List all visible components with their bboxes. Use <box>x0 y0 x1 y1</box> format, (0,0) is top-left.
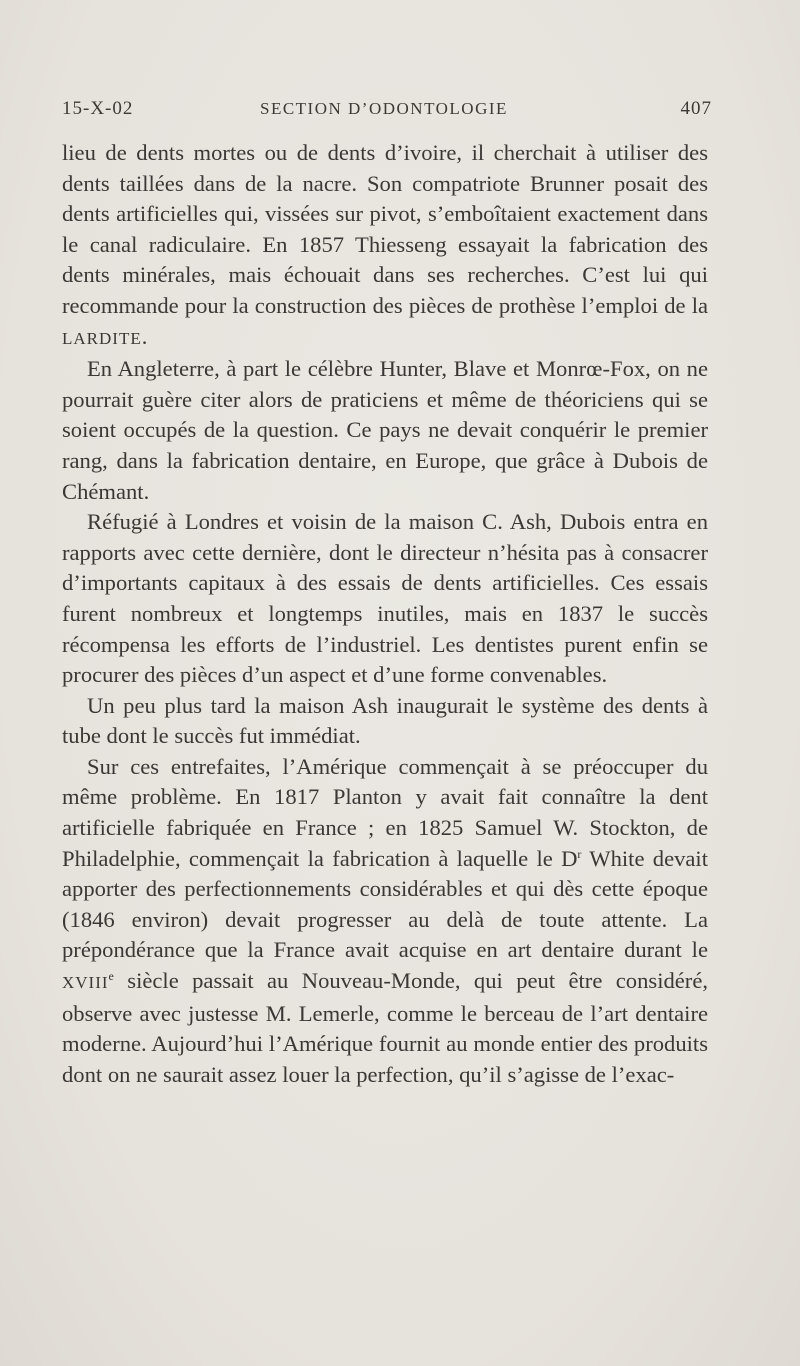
paragraph-4: Un peu plus tard la maison Ash inaugurait le système des dents à tube dont le succès fut immédiat. <box>62 692 708 749</box>
paragraph-5-text-c: siècle passait au Nouveau-Monde, qui peut être considéré, observe avec justesse M. Lemerle, comme le berceau de l’art dentaire moderne. Aujourd’hui l’Amérique fournit au monde entier des produits dont on ne saurait assez louer la perfection, qu’il s’agisse de l’exac- <box>62 968 708 1087</box>
paragraph-5-text-b: White devait apporter des perfectionnements considérables et qui dès cette époque (1846 environ) devait progresser au delà de toute attente. La prépondérance que la France avait acquise en art dentaire durant le <box>62 845 708 963</box>
running-header <box>62 98 712 128</box>
paragraph-1 <box>62 138 708 354</box>
header-date: 15-X-02 <box>62 98 134 119</box>
small-caps-lardite: LARDITE <box>62 328 142 348</box>
superscript-e: e <box>108 969 114 984</box>
paragraph-2: En Angleterre, à part le célèbre Hunter, Blave et Monrœ-Fox, on ne pourrait guère citer alors de praticiens et même de théoriciens qui se soient occupés de la question. Ce pays ne devait conquérir le premier rang, dans la fabrication dentaire, en Europe, que grâce à Dubois de Chémant. <box>62 356 708 504</box>
paragraph-5-text-a: Sur ces entrefaites, l’Amérique commençait à se préoccuper du même problème. En 1817 Planton y avait fait connaître la dent artificielle fabriquée en France ; en 1825 Samuel W. Stockton, de Philadelphie, commençait la fabrication à laquelle le D <box>62 753 708 871</box>
small-caps-century: XVIII <box>62 973 109 993</box>
paragraph-5 <box>62 752 708 1091</box>
paragraph-1-end: . <box>141 323 148 349</box>
paragraph-1-text: lieu de dents mortes ou de dents d’ivoire, il cherchait à utiliser des dents taillées dans de la nacre. Son compatriote Brunner posait des dents artificielles qui, vissées sur pivot, s’emboîtaient exactement dans le canal radiculaire. En 1857 Thiesseng essayait la fabrication des dents minérales, mais échouait dans ses recherches. C’est lui qui recommande pour la construction des pièces de prothèse l’emploi de la <box>62 140 708 318</box>
page-number: 407 <box>680 98 712 119</box>
header-section-title: SECTION D’ODONTOLOGIE <box>260 99 508 118</box>
paragraph-3: Réfugié à Londres et voisin de la maison C. Ash, Dubois entra en rapports avec cette dernière, dont le directeur n’hésita pas à consacrer d’importants capitaux à des essais de dents artificielles. Ces essais furent nombreux et longtemps inutiles, mais en 1837 le succès récompensa les efforts de l’industriel. Les dentistes purent enfin se procurer des pièces d’un aspect et d’une forme convenables. <box>62 509 708 688</box>
superscript-r: r <box>577 846 582 861</box>
body-text <box>62 138 708 1090</box>
